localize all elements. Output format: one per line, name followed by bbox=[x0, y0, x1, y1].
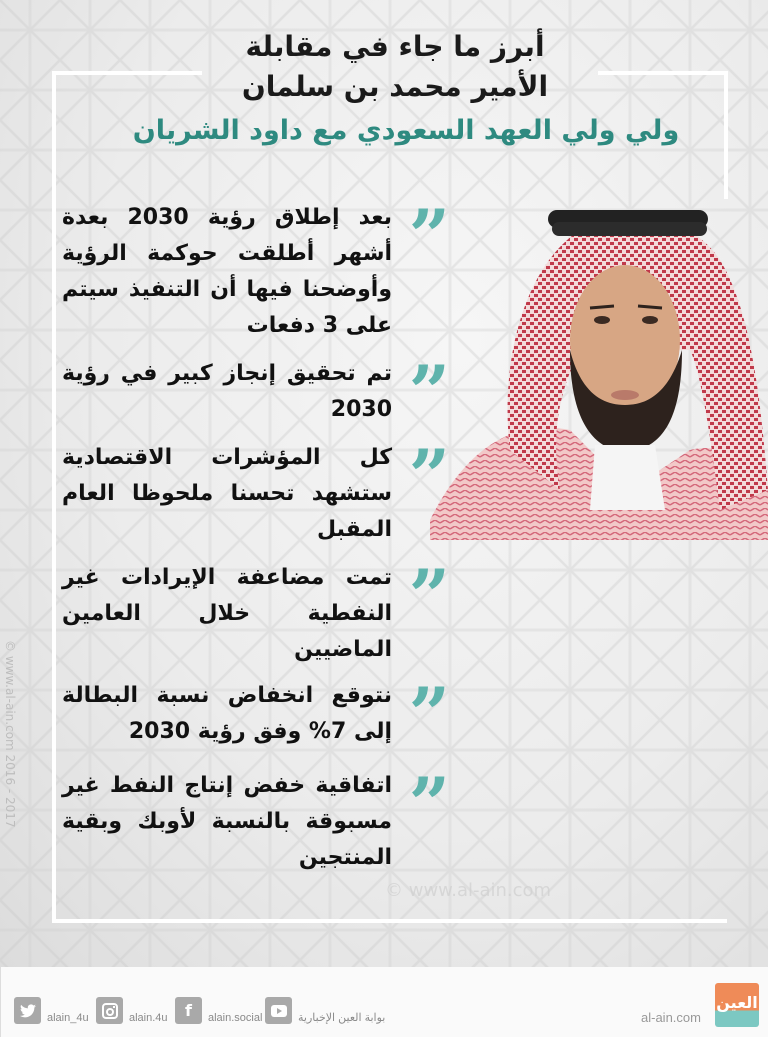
instagram-handle[interactable]: alain.4u bbox=[129, 1012, 168, 1024]
quote-item bbox=[62, 553, 450, 668]
frame-left bbox=[52, 71, 56, 923]
site-url[interactable]: al-ain.com bbox=[641, 1010, 701, 1025]
frame-bottom bbox=[52, 919, 727, 923]
quote-mark-icon: ” bbox=[408, 433, 450, 518]
subtitle: ولي ولي العهد السعودي مع داود الشريان bbox=[132, 115, 680, 146]
quote-item bbox=[62, 433, 450, 548]
quote-mark-icon: ” bbox=[408, 349, 450, 434]
portrait-illustration bbox=[430, 190, 768, 540]
quote-item bbox=[62, 193, 450, 340]
logo-text: العين bbox=[716, 993, 758, 1012]
title-line-1: أبرز ما جاء في مقابلة bbox=[245, 30, 545, 63]
twitter-icon[interactable] bbox=[14, 997, 41, 1024]
portrait-photo bbox=[430, 190, 768, 540]
title-line-2: الأمير محمد بن سلمان bbox=[241, 70, 549, 103]
social-instagram[interactable] bbox=[96, 997, 168, 1024]
frame-top-right bbox=[598, 71, 728, 75]
quote-text: تم تحقيق إنجاز كبير في رؤية 2030 bbox=[62, 361, 392, 422]
facebook-handle[interactable]: alain.social bbox=[208, 1012, 263, 1024]
frame-top-left bbox=[52, 71, 202, 75]
frame-right bbox=[724, 71, 728, 199]
footer-bar bbox=[0, 967, 768, 1037]
social-twitter[interactable] bbox=[14, 997, 89, 1024]
quote-mark-icon: ” bbox=[408, 193, 450, 278]
quote-item bbox=[62, 671, 450, 756]
quote-mark-icon: ” bbox=[408, 761, 450, 846]
quote-text: كل المؤشرات الاقتصادية ستشهد تحسنا ملحوظا العام المقبل bbox=[62, 445, 392, 542]
quote-text: اتفاقية خفض إنتاج النفط غير مسبوقة بالنسبة لأوبك وبقية المنتجين bbox=[62, 773, 392, 870]
quote-mark-icon: ” bbox=[408, 553, 450, 638]
quote-text: بعد إطلاق رؤية 2030 بعدة أشهر أطلقت حوكمة الرؤية وأوضحنا فيها أن التنفيذ سيتم على 3 دفعات bbox=[62, 205, 392, 338]
copyright-watermark-vertical: © www.al-ain.com 2016 - 2017 bbox=[3, 640, 17, 828]
al-ain-logo[interactable] bbox=[715, 983, 759, 1027]
social-facebook[interactable] bbox=[175, 997, 262, 1024]
quote-text: نتوقع انخفاض نسبة البطالة إلى 7% وفق رؤية 2030 bbox=[62, 683, 392, 744]
youtube-channel[interactable]: بوابة العين الإخبارية bbox=[298, 1012, 386, 1024]
copyright-watermark-horizontal: © www.al-ain.com bbox=[385, 880, 552, 901]
facebook-icon[interactable]: f bbox=[175, 997, 202, 1024]
instagram-icon[interactable] bbox=[96, 997, 123, 1024]
youtube-icon[interactable] bbox=[265, 997, 292, 1024]
quote-item bbox=[62, 761, 450, 876]
quote-mark-icon: ” bbox=[408, 671, 450, 756]
twitter-handle[interactable]: alain_4u bbox=[47, 1012, 89, 1024]
quote-item bbox=[62, 349, 450, 434]
social-youtube[interactable] bbox=[265, 997, 385, 1024]
quote-text: تمت مضاعفة الإيرادات غير النفطية خلال العامين الماضيين bbox=[62, 565, 392, 662]
